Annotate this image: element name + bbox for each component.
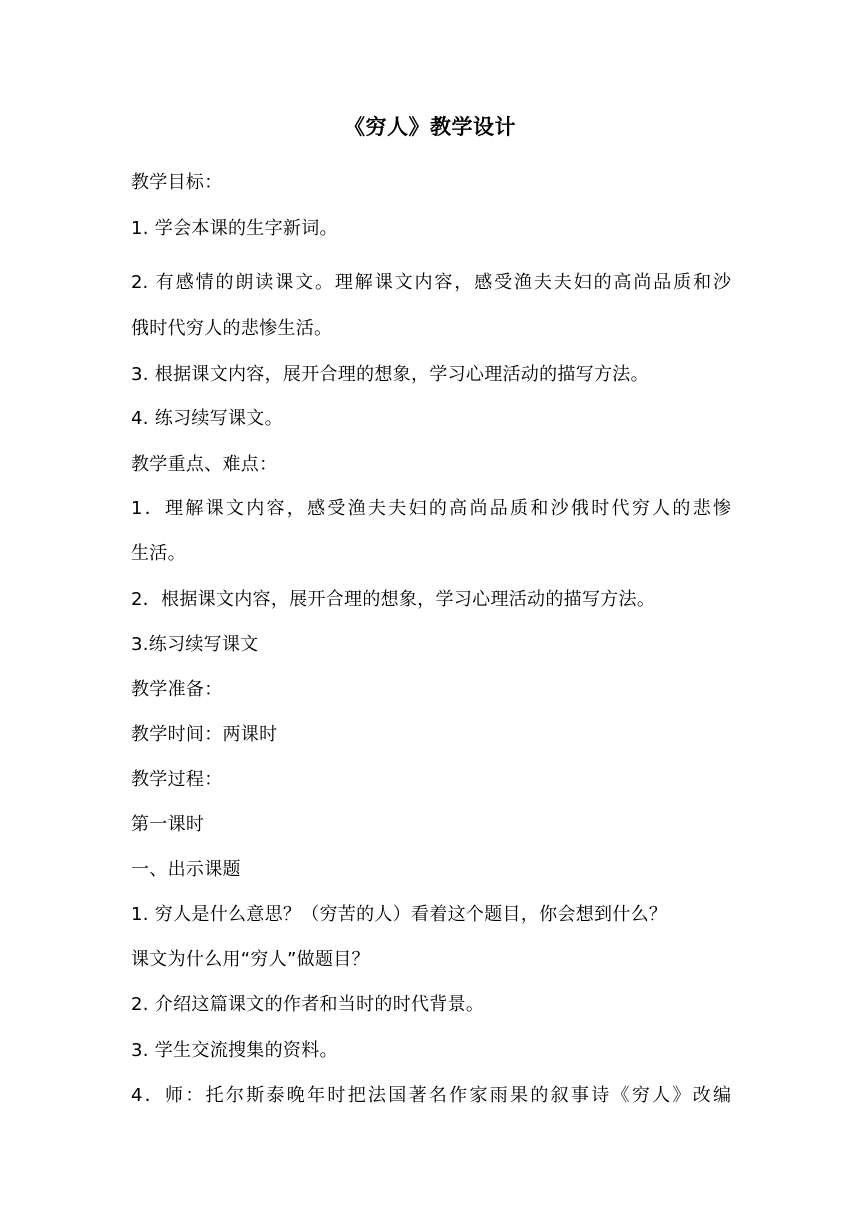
- objective-1: 1. 学会本课的生字新词。: [131, 218, 338, 239]
- lesson-one-heading: 第一课时: [131, 814, 205, 835]
- section-heading-objectives: 教学目标：: [131, 172, 223, 193]
- section-heading-process: 教学过程：: [131, 769, 223, 790]
- step-1-line-2: 课文为什么用“穷人”做题目？: [131, 949, 370, 970]
- key-point-1-line-1: 1．理解课文内容，感受渔夫夫妇的高尚品质和沙俄时代穷人的悲惨: [131, 498, 731, 519]
- objective-2-line-2: 俄时代穷人的悲惨生活。: [131, 318, 333, 339]
- key-point-3: 3.练习续写课文: [131, 634, 259, 655]
- key-point-1-line-2: 生活。: [131, 543, 186, 564]
- objective-3: 3. 根据课文内容，展开合理的想象，学习心理活动的描写方法。: [131, 364, 649, 385]
- step-3: 3. 学生交流搜集的资料。: [131, 1040, 338, 1061]
- step-2: 2. 介绍这篇课文的作者和当时的时代背景。: [131, 994, 485, 1015]
- step-4: 4．师：托尔斯泰晚年时把法国著名作家雨果的叙事诗《穷人》改编: [131, 1085, 731, 1106]
- section-heading-preparation: 教学准备：: [131, 679, 223, 700]
- section-heading-key-points: 教学重点、难点：: [131, 454, 278, 475]
- document-title: 《穷人》教学设计: [344, 115, 516, 139]
- section-heading-time: 教学时间：两课时: [131, 724, 278, 745]
- step-one-heading: 一、出示课题: [131, 859, 241, 880]
- key-point-2: 2．根据课文内容，展开合理的想象，学习心理活动的描写方法。: [131, 589, 656, 610]
- objective-2-line-1: 2. 有感情的朗读课文。理解课文内容，感受渔夫夫妇的高尚品质和沙: [131, 272, 731, 293]
- step-1-line-1: 1. 穷人是什么意思？（穷苦的人）看着这个题目，你会想到什么？: [131, 904, 668, 925]
- objective-4: 4. 练习续写课文。: [131, 408, 283, 429]
